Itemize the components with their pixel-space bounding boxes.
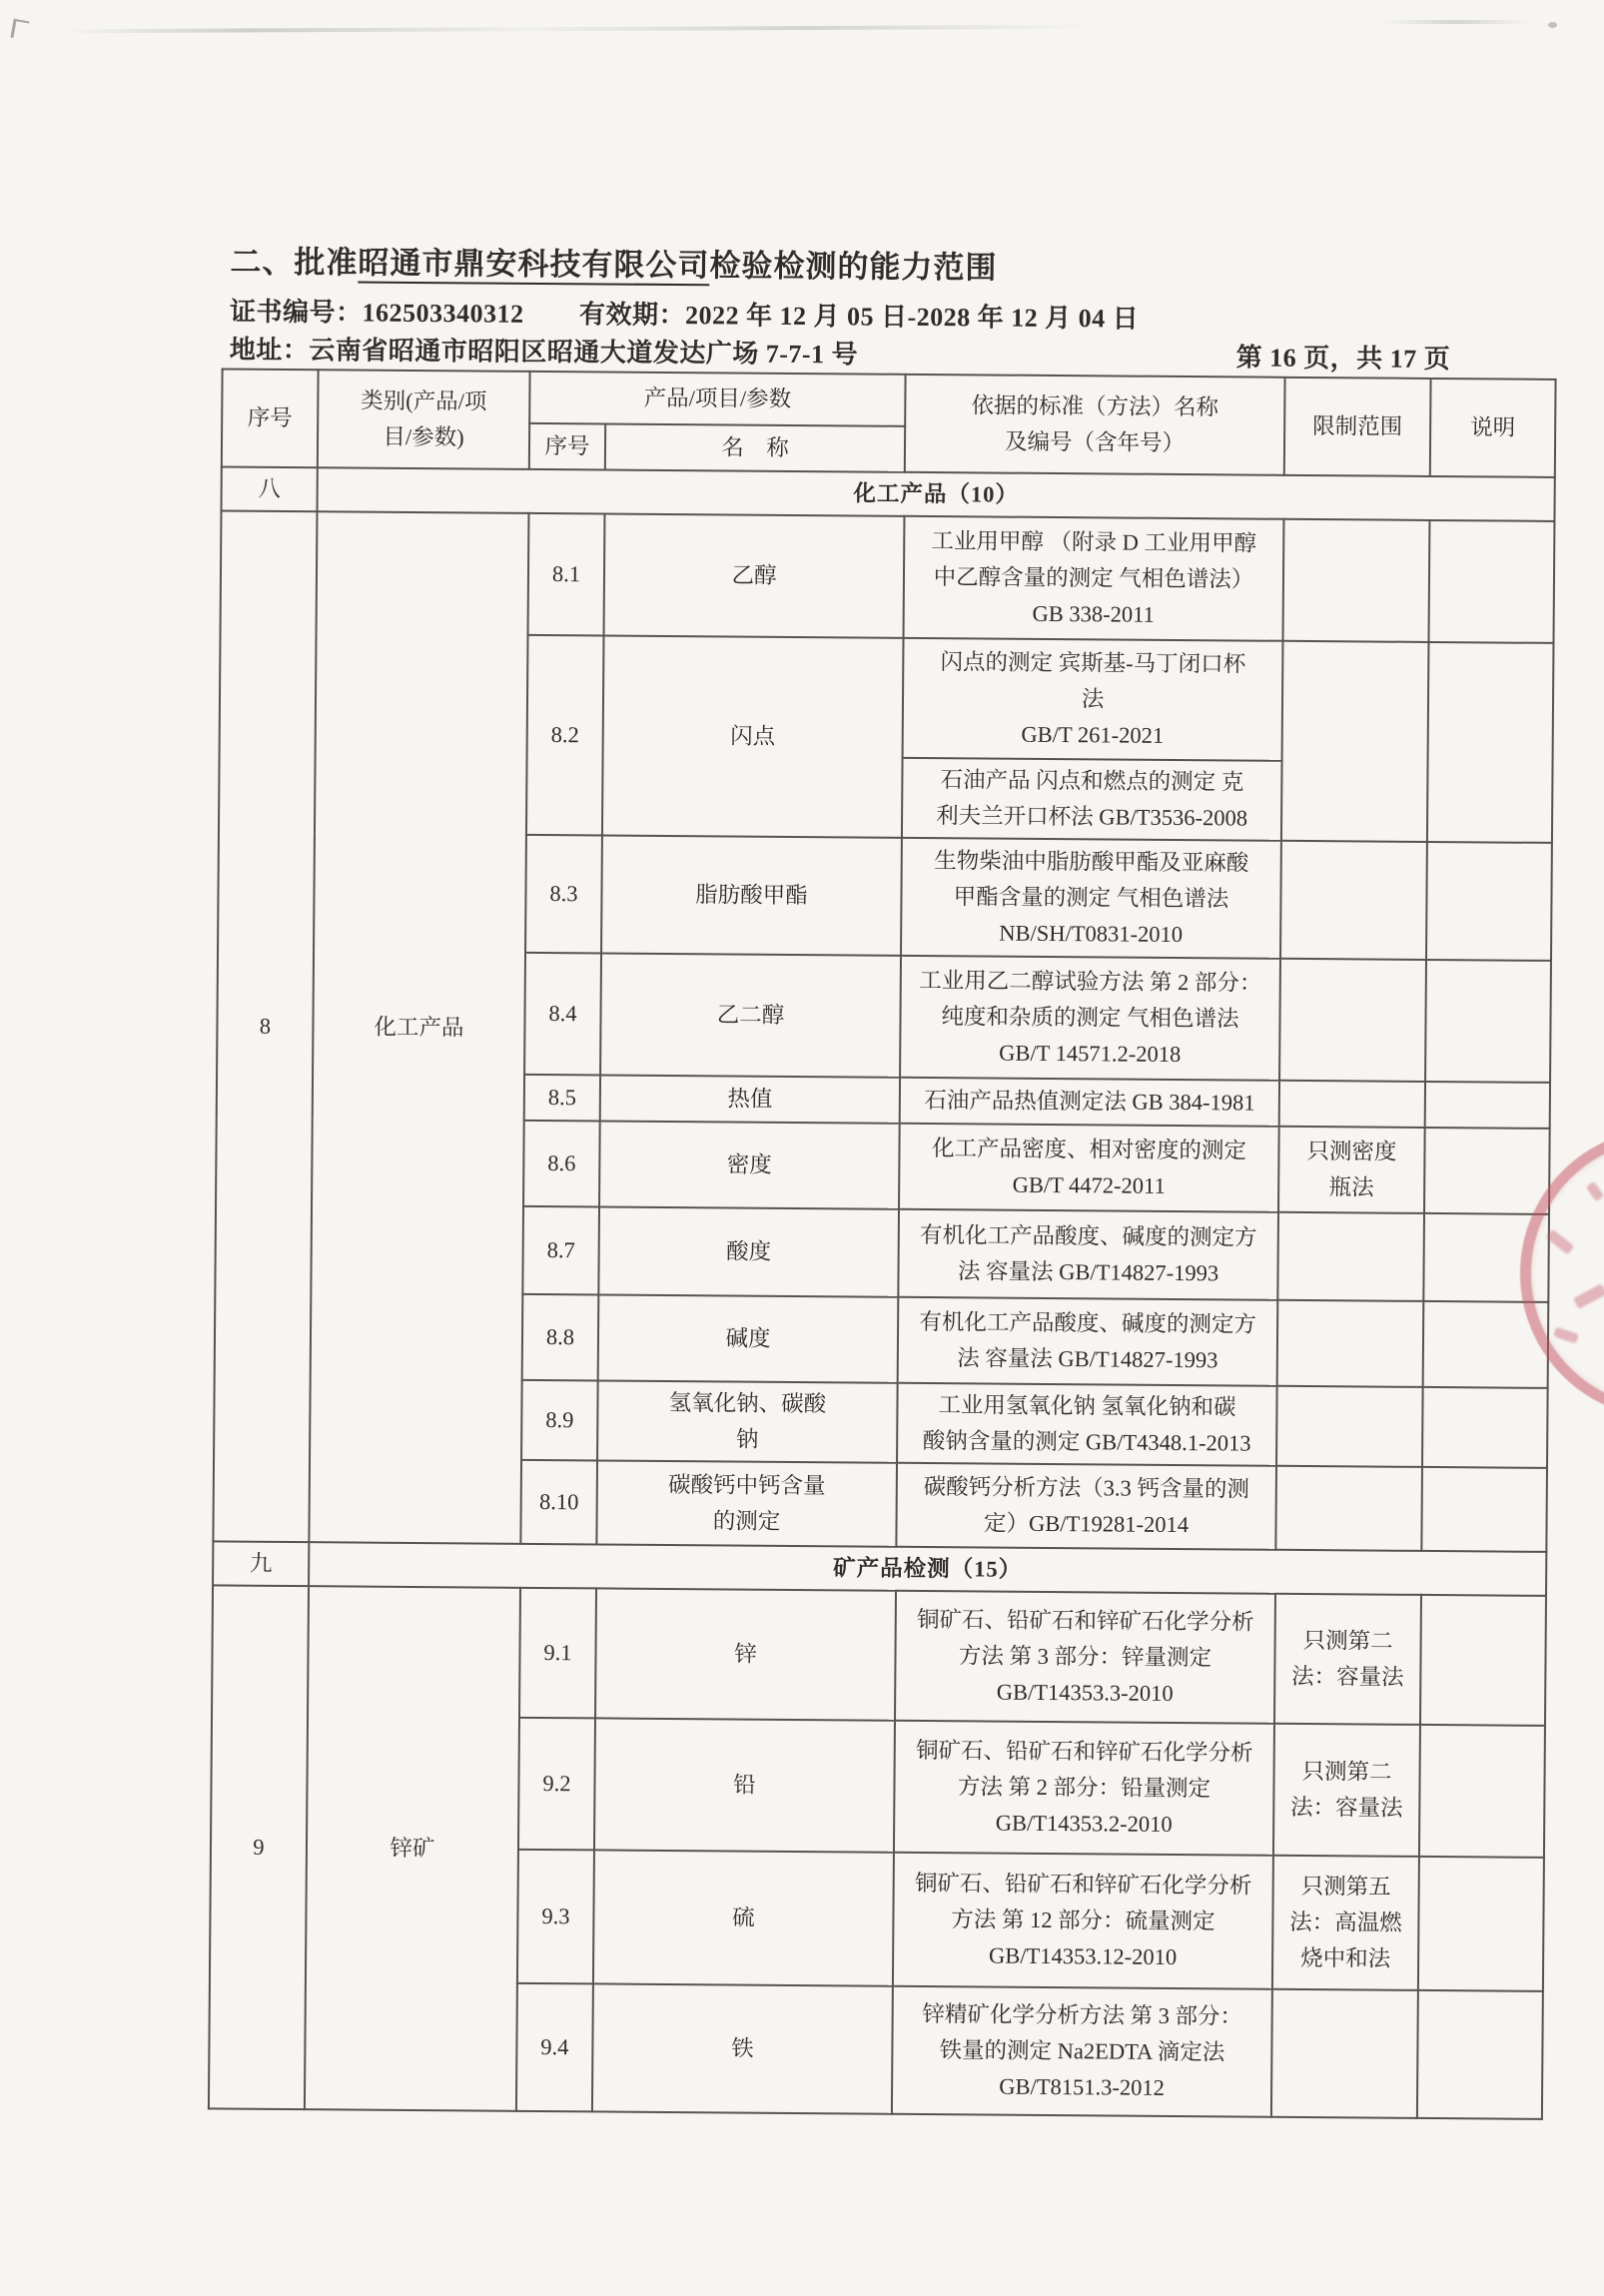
cell-sub-seq: 8.7	[522, 1206, 599, 1295]
certificate-number-line	[230, 292, 524, 331]
header-seq: 序号	[222, 369, 319, 467]
cell-note	[1426, 842, 1552, 961]
cell-main-seq: 8	[213, 510, 317, 1542]
cell-standard: 碳酸钙分析方法（3.3 钙含量的测 定）GB/T19281-2014	[896, 1463, 1276, 1550]
cell-limit: 只测第二 法：容量法	[1273, 1724, 1420, 1857]
validity-line	[579, 294, 1139, 335]
cell-note	[1418, 1857, 1544, 1991]
cell-name: 热值	[600, 1075, 900, 1123]
cell-limit	[1281, 641, 1429, 842]
cell-note	[1421, 1467, 1547, 1552]
header-note: 说明	[1430, 379, 1556, 477]
page-indicator: 第 16 页，共 17 页	[1235, 343, 1451, 375]
header-sub-seq: 序号	[529, 423, 605, 470]
cell-sub-seq: 8.6	[523, 1121, 600, 1207]
header-name: 名 称	[605, 423, 905, 471]
cell-standard: 闪点的测定 宾斯基-马丁闭口杯 法 GB/T 261-2021	[903, 638, 1283, 761]
cell-name: 锌	[595, 1588, 896, 1720]
cell-standard: 铜矿石、铅矿石和锌矿石化学分析 方法 第 3 部分：锌量测定 GB/T14353.3-2010	[895, 1591, 1275, 1724]
cell-standard: 工业用氢氧化钠 氢氧化钠和碳 酸钠含量的测定 GB/T4348.1-2013	[897, 1383, 1277, 1466]
cell-sub-seq: 9.1	[519, 1588, 596, 1719]
title-company-underlined: 昭通市鼎安科技有限公司	[358, 246, 709, 287]
cell-note	[1424, 1128, 1550, 1214]
page-title	[230, 237, 997, 288]
cell-note	[1427, 642, 1554, 843]
cell-limit	[1276, 1386, 1423, 1467]
cell-standard: 工业用乙二醇试验方法 第 2 部分： 纯度和杂质的测定 气相色谱法 GB/T 14571.2-2018	[900, 956, 1280, 1081]
cell-name: 脂肪酸甲酯	[601, 835, 902, 955]
cell-sub-seq: 8.5	[524, 1075, 600, 1122]
cell-standard: 生物柴油中脂肪酸甲酯及亚麻酸 甲酯含量的测定 气相色谱法 NB/SH/T0831-2010	[901, 838, 1281, 959]
cell-name: 闪点	[602, 635, 904, 837]
cell-main-category: 化工产品	[309, 511, 528, 1544]
address-value: 云南省昭通市昭阳区昭通大道发达广场 7-7-1 号	[309, 336, 859, 370]
cell-limit	[1271, 1989, 1418, 2118]
cell-limit: 只测第五 法：高温燃 烧中和法	[1272, 1856, 1419, 1990]
cell-name: 乙醇	[604, 513, 905, 637]
validity-label: 有效期：	[578, 300, 686, 331]
cell-name: 酸度	[598, 1206, 899, 1296]
cell-sub-seq: 9.3	[517, 1850, 594, 1984]
cell-limit: 只测第二 法：容量法	[1274, 1594, 1421, 1725]
cell-limit	[1283, 519, 1430, 642]
cell-note	[1420, 1595, 1546, 1726]
cell-standard: 工业用甲醇 （附录 D 工业用甲醇 中乙醇含量的测定 气相色谱法） GB 338-2011	[904, 516, 1284, 641]
cell-sub-seq: 8.2	[526, 635, 604, 836]
section-title: 化工产品（10）	[317, 467, 1554, 521]
address-line	[230, 330, 859, 372]
certificate-number-label: 证书编号：	[229, 297, 363, 328]
cell-main-category: 锌矿	[305, 1586, 520, 2111]
cell-name: 氢氧化钠、碳酸 钠	[597, 1380, 898, 1462]
header-product-group: 产品/项目/参数	[529, 372, 905, 426]
cell-name: 密度	[599, 1121, 900, 1208]
cell-sub-seq: 8.3	[525, 835, 602, 954]
cell-note	[1429, 520, 1555, 643]
cell-standard: 有机化工产品酸度、碱度的测定方 法 容量法 GB/T14827-1993	[898, 1209, 1278, 1300]
cell-note	[1425, 960, 1551, 1083]
cell-standard: 铜矿石、铅矿石和锌矿石化学分析 方法 第 12 部分：硫量测定 GB/T14353.12-2010	[893, 1853, 1273, 1989]
cell-limit	[1277, 1300, 1424, 1387]
capability-table	[208, 368, 1557, 2119]
cell-limit	[1279, 1081, 1425, 1128]
cell-name: 硫	[593, 1850, 894, 1985]
cell-name: 碱度	[598, 1294, 899, 1382]
cell-note	[1425, 1082, 1550, 1129]
cell-note	[1422, 1387, 1548, 1468]
cell-sub-seq: 8.8	[522, 1294, 599, 1381]
table-header-row	[222, 369, 1555, 430]
cell-limit	[1275, 1466, 1422, 1551]
cell-standard: 石油产品热值测定法 GB 384-1981	[900, 1078, 1279, 1127]
title-prefix: 二、批准	[230, 244, 359, 281]
section-seq: 九	[213, 1541, 309, 1586]
cell-sub-seq: 8.4	[524, 953, 601, 1076]
cell-limit: 只测密度 瓶法	[1278, 1127, 1425, 1213]
cell-limit	[1280, 841, 1427, 960]
cell-name: 碳酸钙中钙含量 的测定	[596, 1460, 897, 1546]
cell-sub-seq: 9.4	[516, 1983, 593, 2112]
header-category: 类别(产品/项 目/参数)	[318, 370, 530, 469]
table-row	[212, 1585, 1546, 1725]
cell-name: 铁	[592, 1983, 893, 2113]
cell-standard: 铜矿石、铅矿石和锌矿石化学分析 方法 第 2 部分：铅量测定 GB/T14353.2-2010	[894, 1721, 1274, 1856]
cell-main-seq: 9	[209, 1585, 309, 2109]
cell-standard: 化工产品密度、相对密度的测定 GB/T 4472-2011	[899, 1124, 1279, 1212]
cell-sub-seq: 8.10	[520, 1460, 597, 1545]
cell-sub-seq: 8.9	[521, 1380, 598, 1461]
cell-standard: 石油产品 闪点和燃点的测定 克 利夫兰开口杯法 GB/T3536-2008	[902, 758, 1282, 841]
cell-limit	[1279, 959, 1426, 1082]
cell-name: 乙二醇	[600, 953, 901, 1077]
section-seq: 八	[221, 466, 317, 511]
header-standard: 依据的标准（方法）名称 及编号（含年号）	[905, 375, 1285, 475]
cell-sub-seq: 8.1	[528, 513, 605, 636]
cell-note	[1419, 1725, 1545, 1858]
cell-name: 铅	[594, 1718, 895, 1852]
title-suffix: 检验检测的能力范围	[709, 248, 998, 286]
address-label: 地址：	[229, 335, 310, 366]
cell-standard: 锌精矿化学分析方法 第 3 部分： 铁量的测定 Na2EDTA 滴定法 GB/T8151.3-2012	[892, 1986, 1272, 2117]
cell-note	[1417, 1990, 1543, 2119]
table-row	[221, 510, 1555, 642]
cell-sub-seq: 9.2	[518, 1718, 595, 1851]
certificate-number: 162503340312	[362, 298, 524, 329]
cell-standard: 有机化工产品酸度、碱度的测定方 法 容量法 GB/T14827-1993	[898, 1297, 1278, 1386]
section-title: 矿产品检测（15）	[309, 1542, 1546, 1596]
cell-limit	[1277, 1212, 1424, 1301]
header-limit: 限制范围	[1284, 378, 1431, 476]
validity-dates: 2022 年 12 月 05 日-2028 年 12 月 04 日	[684, 301, 1140, 334]
